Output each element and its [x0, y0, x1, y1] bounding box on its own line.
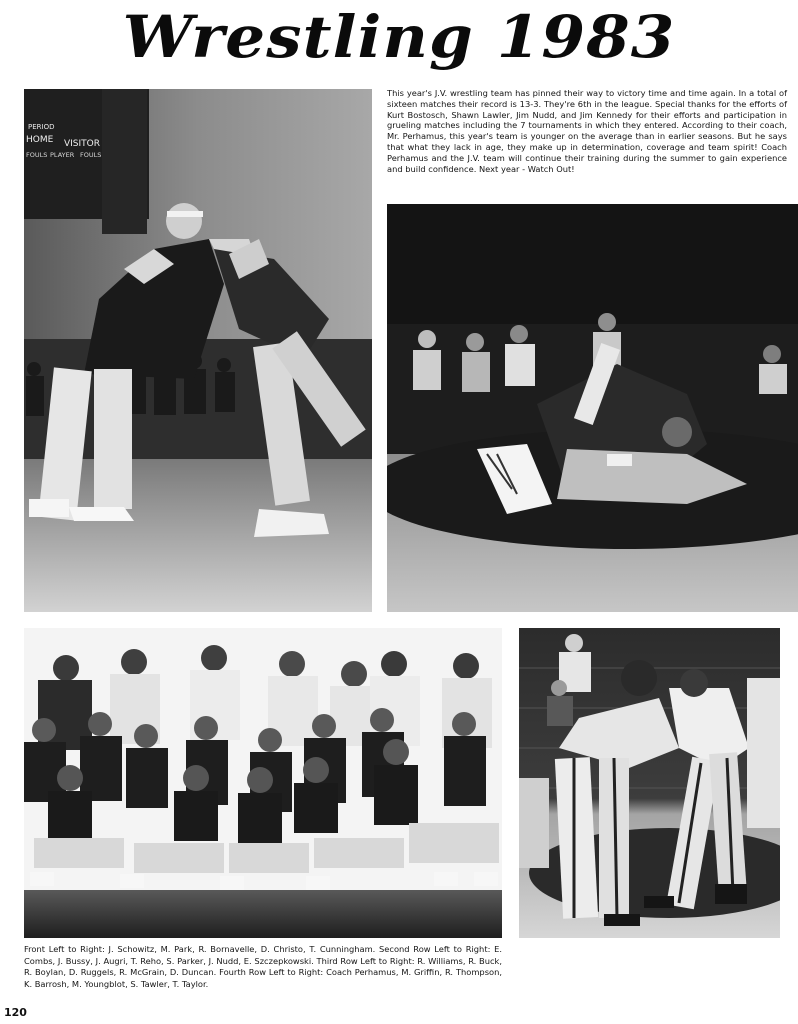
scoreboard-home: HOME	[26, 135, 54, 145]
scoreboard-fouls: FOULS	[26, 151, 48, 159]
page-number: 120	[4, 1006, 27, 1019]
team-caption: Front Left to Right: J. Schowitz, M. Park, R. Bornavelle, D. Christo, T. Cunningham. Second Row Left to Right: E. Combs, J. Bussy, J. Augri, T. Reho, S. Parker, J. Nudd, E. Szczepkowski. Third Row Left to Right: R. Williams, R. Buck, R. Boylan, D. Ruggels, R. McGrain, D. Duncan. Fourth Row Left to Right: Coach Perhamus, M. Griffin, R. Thompson, K. Barrosh, M. Youngblot, S. Tawler, T. Taylor.	[24, 944, 502, 989]
photo-team	[24, 628, 502, 938]
photo-mat-wrestlers-image	[387, 204, 798, 612]
scoreboard-period: PERIOD	[28, 123, 55, 131]
photo-team-image	[24, 628, 502, 938]
scoreboard-visitor: VISITOR	[64, 139, 101, 149]
photo-warmup-wrestlers	[519, 628, 780, 938]
photo-standing-wrestlers-image	[24, 89, 372, 612]
page-title: Wrestling 1983	[122, 3, 676, 71]
photo-warmup-wrestlers-image	[519, 628, 780, 938]
scoreboard-player: PLAYER	[50, 151, 75, 159]
scoreboard-fouls-2: FOULS	[80, 151, 102, 159]
photo-mat-wrestlers	[387, 204, 798, 612]
article-text: This year's J.V. wrestling team has pinned their way to victory time and time again. In a total of sixteen matches their record is 13-3. They're 6th in the league. Special thanks for the efforts of Kurt Bostosch, Shawn Lawler, Jim Nudd, and Jim Kennedy for their efforts and participation in grueling matches including the 7 tournaments in which they entered. According to their coach, Mr. Perhamus, this year's team is younger on the average than in earlier seasons. But he says that what they lack in age, they make up in determination, coverage and team spirit! Coach Perhamus and the J.V. team will continue their training during the summer to gain experience and build confidence. Next year - Watch Out!	[387, 88, 787, 174]
photo-standing-wrestlers	[24, 89, 372, 612]
